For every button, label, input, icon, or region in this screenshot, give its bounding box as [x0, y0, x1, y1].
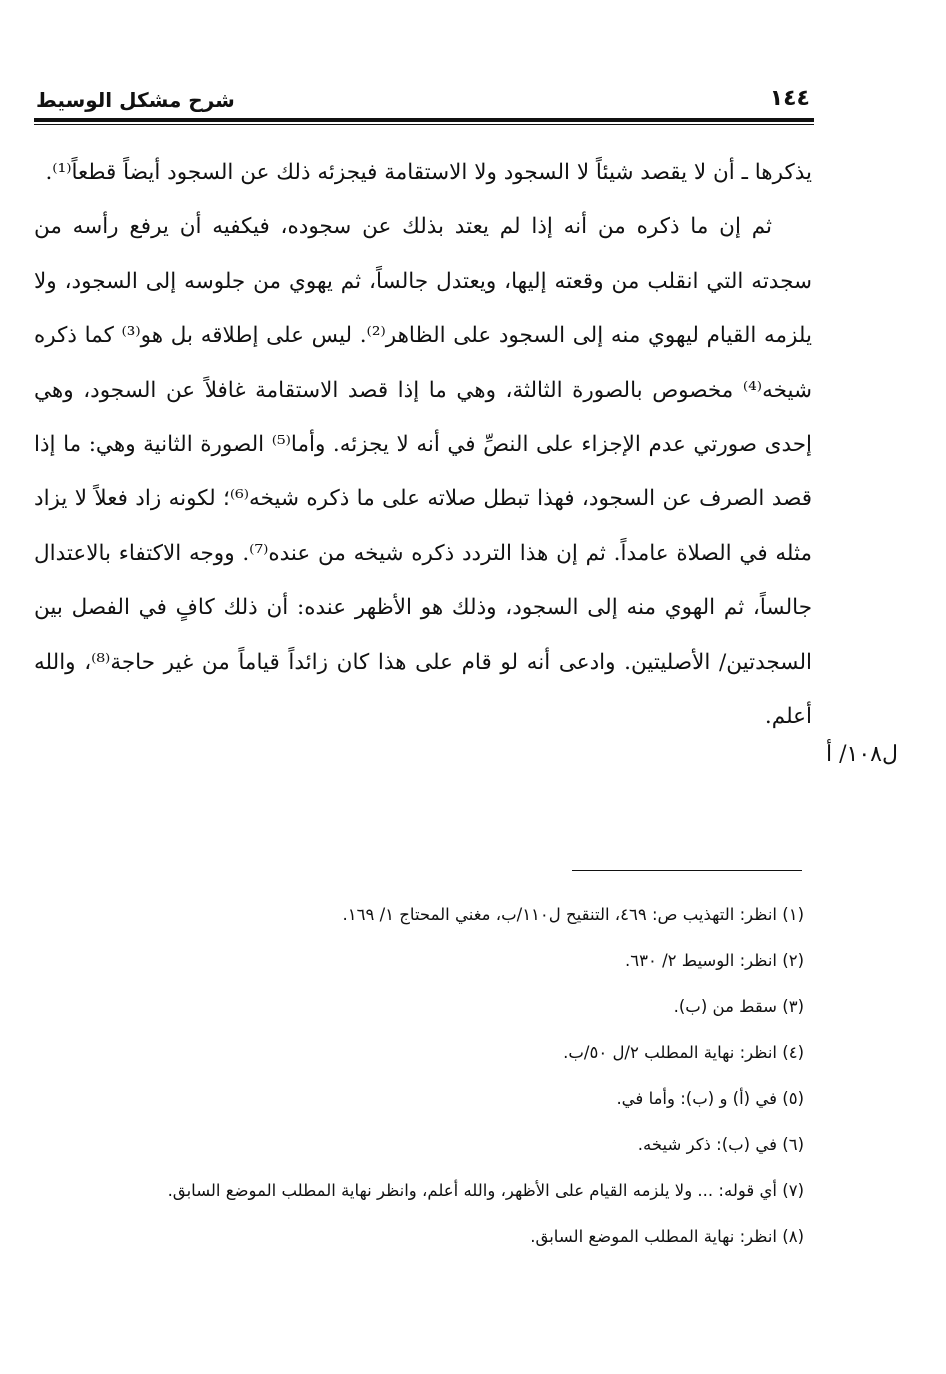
running-header: [34, 84, 814, 120]
header-rule-thin: [34, 124, 814, 125]
manuscript-folio-note: ل١٠٨/ أ: [826, 742, 898, 767]
header-rule-thick: [34, 118, 814, 122]
footnote-7: (٧) أي قوله: ... ولا يلزمه القيام على الأظهر، والله أعلم، وانظر نهاية المطلب الموضع السابق.: [167, 1181, 804, 1200]
main-text: [34, 146, 812, 744]
footnote-1: (١) انظر: التهذيب ص: ٤٦٩، التنقيح ل١١٠/ب، مغني المحتاج ١/ ١٦٩.: [342, 905, 804, 924]
footnote-separator: [572, 870, 802, 871]
book-title: شرح مشكل الوسيط: [36, 88, 235, 112]
footnotes: [34, 892, 804, 1260]
paragraph-2: ثم إن ما ذكره من أنه إذا لم يعتد بذلك عن سجوده، فيكفيه أن يرفع رأسه من سجدته التي انقلب من وقعته إليها، ويعتدل جالساً، ثم يهوي من جلوسه إلى السجود، ولا يلزمه القيام ليهوي منه إلى السجود على الظاهر⁽²⁾. ليس على إطلاقه بل هو⁽³⁾ كما ذكره شيخه⁽⁴⁾ مخصوص بالصورة الثالثة، وهي ما إذا قصد الاستقامة غافلاً عن السجود، وهي إحدى صورتي عدم الإجزاء على النصِّ في أنه لا يجزئه. وأما⁽⁵⁾ الصورة الثانية وهي: ما إذا قصد الصرف عن السجود، فهذا تبطل صلاته على ما ذكره شيخه⁽⁶⁾؛ لكونه زاد فعلاً لا يزاد مثله في الصلاة عامداً. ثم إن هذا التردد ذكره شيخه من عنده⁽⁷⁾. ووجه الاكتفاء بالاعتدال جالساً، ثم الهوي منه إلى السجود، وذلك هو الأظهر عنده: أن ذلك كافٍ في الفصل بين السجدتين/ الأصليتين. وادعى أنه لو قام على هذا كان زائداً قياماً من غير حاجة⁽⁸⁾، والله أعلم.: [34, 214, 813, 730]
page-number: ١٤٤: [769, 86, 810, 111]
footnote-4: (٤) انظر: نهاية المطلب ٢/ل ٥٠/ب.: [563, 1043, 804, 1062]
footnote-6: (٦) في (ب): ذكر شيخه.: [637, 1135, 804, 1154]
footnote-5: (٥) في (أ) و (ب): وأما في.: [616, 1089, 804, 1108]
footnote-2: (٢) انظر: الوسيط ٢/ ٦٣٠.: [625, 951, 804, 970]
paragraph-1: يذكرها ـ أن لا يقصد شيئاً لا السجود ولا الاستقامة فيجزئه ذلك عن السجود أيضاً قطعاً⁽¹⁾.: [45, 160, 812, 185]
footnote-3: (٣) سقط من (ب).: [673, 997, 804, 1016]
footnote-8: (٨) انظر: نهاية المطلب الموضع السابق.: [530, 1227, 804, 1246]
